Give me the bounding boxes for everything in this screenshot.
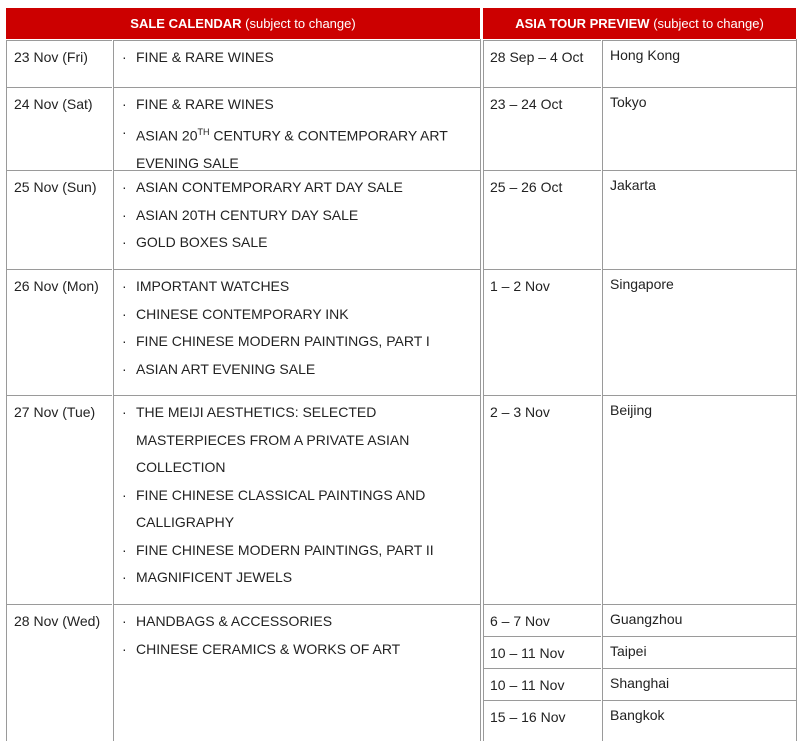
tour-date-cell <box>483 170 601 269</box>
sale-lots-cell <box>113 40 480 87</box>
sale-lot-item <box>122 636 480 664</box>
sale-date: 27 Nov (Tue) <box>14 404 96 420</box>
sale-lot-item <box>122 174 480 202</box>
sale-date: 24 Nov (Sat) <box>14 96 93 112</box>
bullet-icon: · <box>122 305 127 322</box>
sale-lot-title: CHINESE CERAMICS & WORKS OF ART <box>136 640 401 657</box>
tour-city-cell <box>602 170 796 269</box>
tour-city-cell <box>602 668 796 700</box>
tour-city-cell <box>602 40 796 87</box>
tour-date-cell <box>483 269 601 395</box>
sale-lot-item <box>122 273 480 301</box>
sale-lots-cell <box>113 395 480 604</box>
tour-city-cell <box>602 700 796 741</box>
sale-lots-cell <box>113 604 480 741</box>
sale-date-cell <box>6 40 112 87</box>
tour-dates: 10 – 11 Nov <box>490 677 565 693</box>
sale-date: 28 Nov (Wed) <box>14 613 101 629</box>
sale-lot-item <box>122 482 480 537</box>
sale-lot-title: MAGNIFICENT JEWELS <box>136 569 293 585</box>
bullet-icon: · <box>122 360 127 377</box>
sale-date: 25 Nov (Sun) <box>14 179 97 195</box>
sale-lots-cell <box>113 269 480 395</box>
sale-date-cell <box>6 395 112 604</box>
sale-lot-title: IMPORTANT WATCHES <box>136 278 290 294</box>
tour-city-cell <box>602 269 796 395</box>
tour-date-cell <box>483 700 601 741</box>
tour-date-cell <box>483 87 601 170</box>
tour-city: Beijing <box>610 402 653 418</box>
sale-lot-item <box>122 328 480 356</box>
tour-preview-header <box>483 8 796 39</box>
tour-city: Shanghai <box>610 675 670 691</box>
tour-dates: 25 – 26 Oct <box>490 179 563 195</box>
tour-city: Hong Kong <box>610 47 681 63</box>
sale-lot-item <box>122 399 480 482</box>
sale-lot-title: HANDBAGS & ACCESSORIES <box>136 613 333 629</box>
bullet-icon: · <box>122 123 127 140</box>
sale-lot-title: FINE CHINESE MODERN PAINTINGS, PART I <box>136 333 430 349</box>
sale-lot-item <box>122 537 480 565</box>
tour-city: Jakarta <box>610 177 656 193</box>
bullet-icon: · <box>122 404 127 420</box>
sale-lot-title: CHINESE CONTEMPORARY INK <box>136 305 349 322</box>
tour-city-cell <box>602 395 796 604</box>
sale-lot-title: ASIAN 20TH CENTURY & CONTEMPORARY ART EVENING SALE <box>136 126 448 171</box>
sale-calendar-header <box>6 8 480 39</box>
sale-lot-item <box>122 202 480 230</box>
table-border <box>796 39 797 741</box>
tour-date-cell <box>483 668 601 700</box>
sale-lots-cell <box>113 87 480 170</box>
bullet-icon: · <box>122 179 127 195</box>
sale-date-cell <box>6 87 112 170</box>
bullet-icon: · <box>122 278 127 294</box>
bullet-icon: · <box>122 613 127 629</box>
sale-lot-item <box>122 564 480 592</box>
sale-lot-item <box>122 44 480 72</box>
tour-city: Bangkok <box>610 707 665 723</box>
bullet-icon: · <box>122 541 127 558</box>
sale-lot-item <box>122 356 480 384</box>
sale-date: 23 Nov (Fri) <box>14 49 88 65</box>
sale-lot-title: ASIAN CONTEMPORARY ART DAY SALE <box>136 179 403 195</box>
tour-city: Taipei <box>610 643 647 659</box>
bullet-icon: · <box>122 569 127 585</box>
tour-date-cell <box>483 395 601 604</box>
tour-city: Singapore <box>610 276 674 292</box>
bullet-icon: · <box>122 49 127 65</box>
tour-dates: 28 Sep – 4 Oct <box>490 49 584 65</box>
tour-city-cell <box>602 604 796 636</box>
bullet-icon: · <box>122 486 127 503</box>
sale-lot-item <box>122 229 480 257</box>
tour-dates: 6 – 7 Nov <box>490 613 550 629</box>
sale-calendar-title: SALE CALENDAR <box>130 16 242 31</box>
tour-city: Guangzhou <box>610 611 683 627</box>
sale-calendar-note: (subject to change) <box>245 16 356 31</box>
table-border <box>480 39 481 741</box>
bullet-icon: · <box>122 206 127 223</box>
tour-city-cell <box>602 87 796 170</box>
sale-date-cell <box>6 604 112 741</box>
sale-lot-title: FINE & RARE WINES <box>136 96 274 112</box>
tour-city-cell <box>602 636 796 668</box>
sale-lot-title: FINE CHINESE CLASSICAL PAINTINGS AND CALLIGRAPHY <box>136 486 426 530</box>
bullet-icon: · <box>122 640 127 657</box>
tour-dates: 15 – 16 Nov <box>490 709 566 725</box>
sale-lot-title: FINE & RARE WINES <box>136 49 274 65</box>
sale-date: 26 Nov (Mon) <box>14 278 99 294</box>
sale-lot-item <box>122 119 480 178</box>
bullet-icon: · <box>122 96 127 112</box>
tour-preview-title: ASIA TOUR PREVIEW <box>515 16 650 31</box>
sale-lot-item <box>122 91 480 119</box>
sale-lots-cell <box>113 170 480 269</box>
sale-lot-title: FINE CHINESE MODERN PAINTINGS, PART II <box>136 541 434 558</box>
sale-lot-title: ASIAN 20TH CENTURY DAY SALE <box>136 206 359 223</box>
sale-lot-title: ASIAN ART EVENING SALE <box>136 360 316 377</box>
tour-date-cell <box>483 604 601 636</box>
sale-lot-title: THE MEIJI AESTHETICS: SELECTED MASTERPIECES FROM A PRIVATE ASIAN COLLECTION <box>136 404 410 475</box>
sale-lot-item <box>122 608 480 636</box>
sale-lot-item <box>122 301 480 329</box>
tour-dates: 2 – 3 Nov <box>490 404 550 420</box>
sale-date-cell <box>6 269 112 395</box>
sale-date-cell <box>6 170 112 269</box>
bullet-icon: · <box>122 234 127 250</box>
tour-date-cell <box>483 636 601 668</box>
tour-preview-note: (subject to change) <box>653 16 764 31</box>
tour-dates: 10 – 11 Nov <box>490 645 565 661</box>
bullet-icon: · <box>122 333 127 349</box>
tour-dates: 23 – 24 Oct <box>490 96 563 112</box>
tour-date-cell <box>483 40 601 87</box>
sale-lot-title: GOLD BOXES SALE <box>136 234 268 250</box>
tour-dates: 1 – 2 Nov <box>490 278 550 294</box>
tour-city: Tokyo <box>610 94 647 110</box>
